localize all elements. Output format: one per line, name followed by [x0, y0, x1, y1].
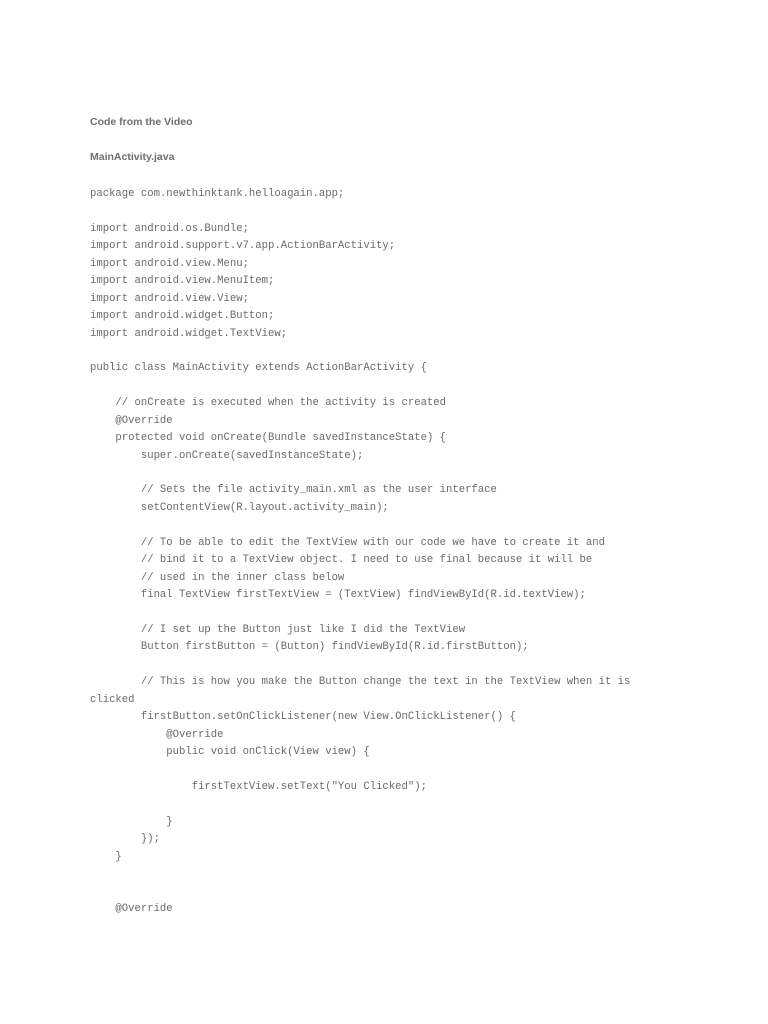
code-line: import android.support.v7.app.ActionBarActivity; — [90, 240, 396, 253]
code-line: // I set up the Button just like I did the TextView — [90, 623, 466, 636]
code-line — [90, 866, 750, 883]
code-line: Button firstButton = (Button) findViewById(R.id.firstButton); — [90, 641, 529, 654]
code-line: setContentView(R.layout.activity_main); — [90, 501, 389, 514]
code-line: // Sets the file activity_main.xml as the user interface — [90, 484, 497, 497]
code-line — [90, 796, 750, 813]
code-line: firstButton.setOnClickListener(new View.OnClickListener() { — [90, 711, 516, 724]
code-line: // To be able to edit the TextView with our code we have to create it and — [90, 536, 605, 549]
code-line: public void onClick(View view) { — [90, 746, 370, 758]
file-name-heading: MainActivity.java — [90, 151, 175, 163]
code-line: import android.os.Bundle; — [90, 222, 249, 235]
document-title: Code from the Video — [90, 116, 193, 128]
code-line — [90, 657, 750, 674]
code-block — [90, 186, 750, 918]
code-line: @Override — [90, 902, 173, 915]
code-line — [90, 378, 750, 395]
code-line: super.onCreate(savedInstanceState); — [90, 449, 364, 462]
code-line: @Override — [90, 414, 173, 427]
code-line: import android.view.MenuItem; — [90, 275, 275, 288]
code-line: clicked — [90, 693, 135, 706]
code-line: public class MainActivity extends ActionBarActivity { — [90, 362, 427, 375]
code-line — [90, 884, 750, 901]
code-line: package com.newthinktank.helloagain.app; — [90, 188, 345, 200]
code-line: // bind it to a TextView object. I need to use final because it will be — [90, 554, 593, 567]
code-line: @Override — [90, 728, 224, 741]
code-line — [90, 517, 750, 534]
code-line: } — [90, 815, 173, 828]
code-line: final TextView firstTextView = (TextView) findViewById(R.id.textView); — [90, 589, 586, 602]
code-line — [90, 343, 750, 360]
code-line: import android.view.View; — [90, 292, 249, 305]
code-line: import android.widget.Button; — [90, 310, 275, 323]
code-line — [90, 605, 750, 622]
code-line — [90, 761, 750, 778]
code-line: } — [90, 850, 122, 863]
code-line: protected void onCreate(Bundle savedInstanceState) { — [90, 432, 447, 445]
code-line: // onCreate is executed when the activity is created — [90, 397, 447, 410]
code-line: import android.view.Menu; — [90, 257, 249, 270]
code-line: firstTextView.setText("You Clicked"); — [90, 780, 427, 793]
code-line: // used in the inner class below — [90, 571, 345, 584]
code-line: // This is how you make the Button change the text in the TextView when it is — [90, 676, 631, 689]
code-line: }); — [90, 833, 160, 846]
code-line — [90, 203, 750, 220]
code-line: import android.widget.TextView; — [90, 327, 288, 340]
code-line — [90, 465, 750, 482]
